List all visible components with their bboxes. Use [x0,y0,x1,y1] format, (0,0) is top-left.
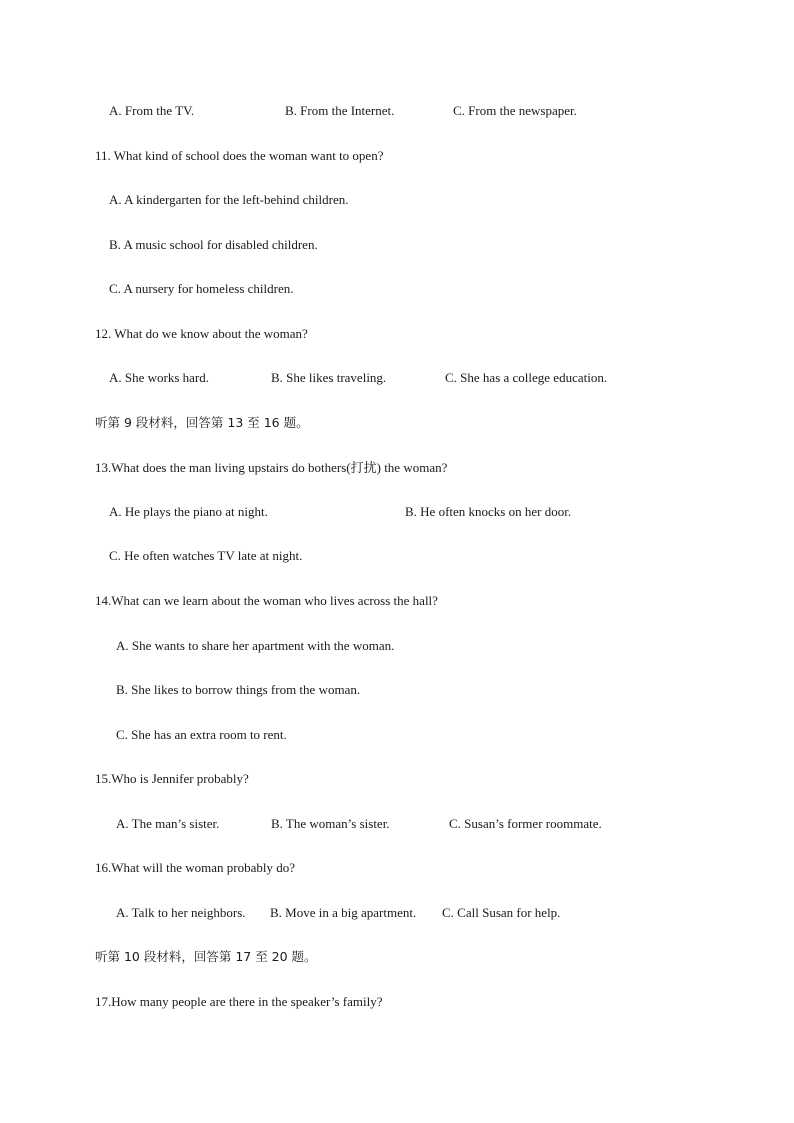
q16-option-a: A. Talk to her neighbors. [116,905,246,920]
q10-option-a: A. From the TV. [109,103,195,118]
section-9-instruction: 听第 9 段材料，回答第 13 至 16 题。 [95,415,309,430]
q16-option-c: C. Call Susan for help. [442,905,561,920]
q12-question: 12. What do we know about the woman? [95,326,308,341]
q15-question: 15.Who is Jennifer probably? [95,771,249,786]
q15-option-c: C. Susan’s former roommate. [449,816,602,831]
q11-option-c: C. A nursery for homeless children. [109,281,294,296]
q15-option-b: B. The woman’s sister. [271,816,390,831]
q13-option-c: C. He often watches TV late at night. [109,548,303,563]
section-10-instruction: 听第 10 段材料，回答第 17 至 20 题。 [95,949,317,964]
q14-option-a: A. She wants to share her apartment with the woman. [116,638,395,653]
q16-question: 16.What will the woman probably do? [95,860,296,875]
q11-option-a: A. A kindergarten for the left-behind children. [109,192,349,207]
q14-option-c: C. She has an extra room to rent. [116,727,287,742]
q14-question: 14.What can we learn about the woman who lives across the hall? [95,593,438,608]
q15-option-a: A. The man’s sister. [116,816,220,831]
q13-question: 13.What does the man living upstairs do bothers(打扰) the woman? [95,460,448,475]
q12-option-b: B. She likes traveling. [271,370,387,385]
q14-option-b: B. She likes to borrow things from the woman. [116,682,361,697]
q12-option-a: A. She works hard. [109,370,210,385]
q11-option-b: B. A music school for disabled children. [109,237,318,252]
q17-question: 17.How many people are there in the speaker’s family? [95,994,383,1009]
q12-option-c: C. She has a college education. [445,370,608,385]
q16-option-b: B. Move in a big apartment. [270,905,417,920]
q10-option-c: C. From the newspaper. [453,103,577,118]
q11-question: 11. What kind of school does the woman want to open? [95,148,384,163]
q13-option-a: A. He plays the piano at night. [109,504,268,519]
q10-option-b: B. From the Internet. [285,103,395,118]
q13-option-b: B. He often knocks on her door. [405,504,572,519]
